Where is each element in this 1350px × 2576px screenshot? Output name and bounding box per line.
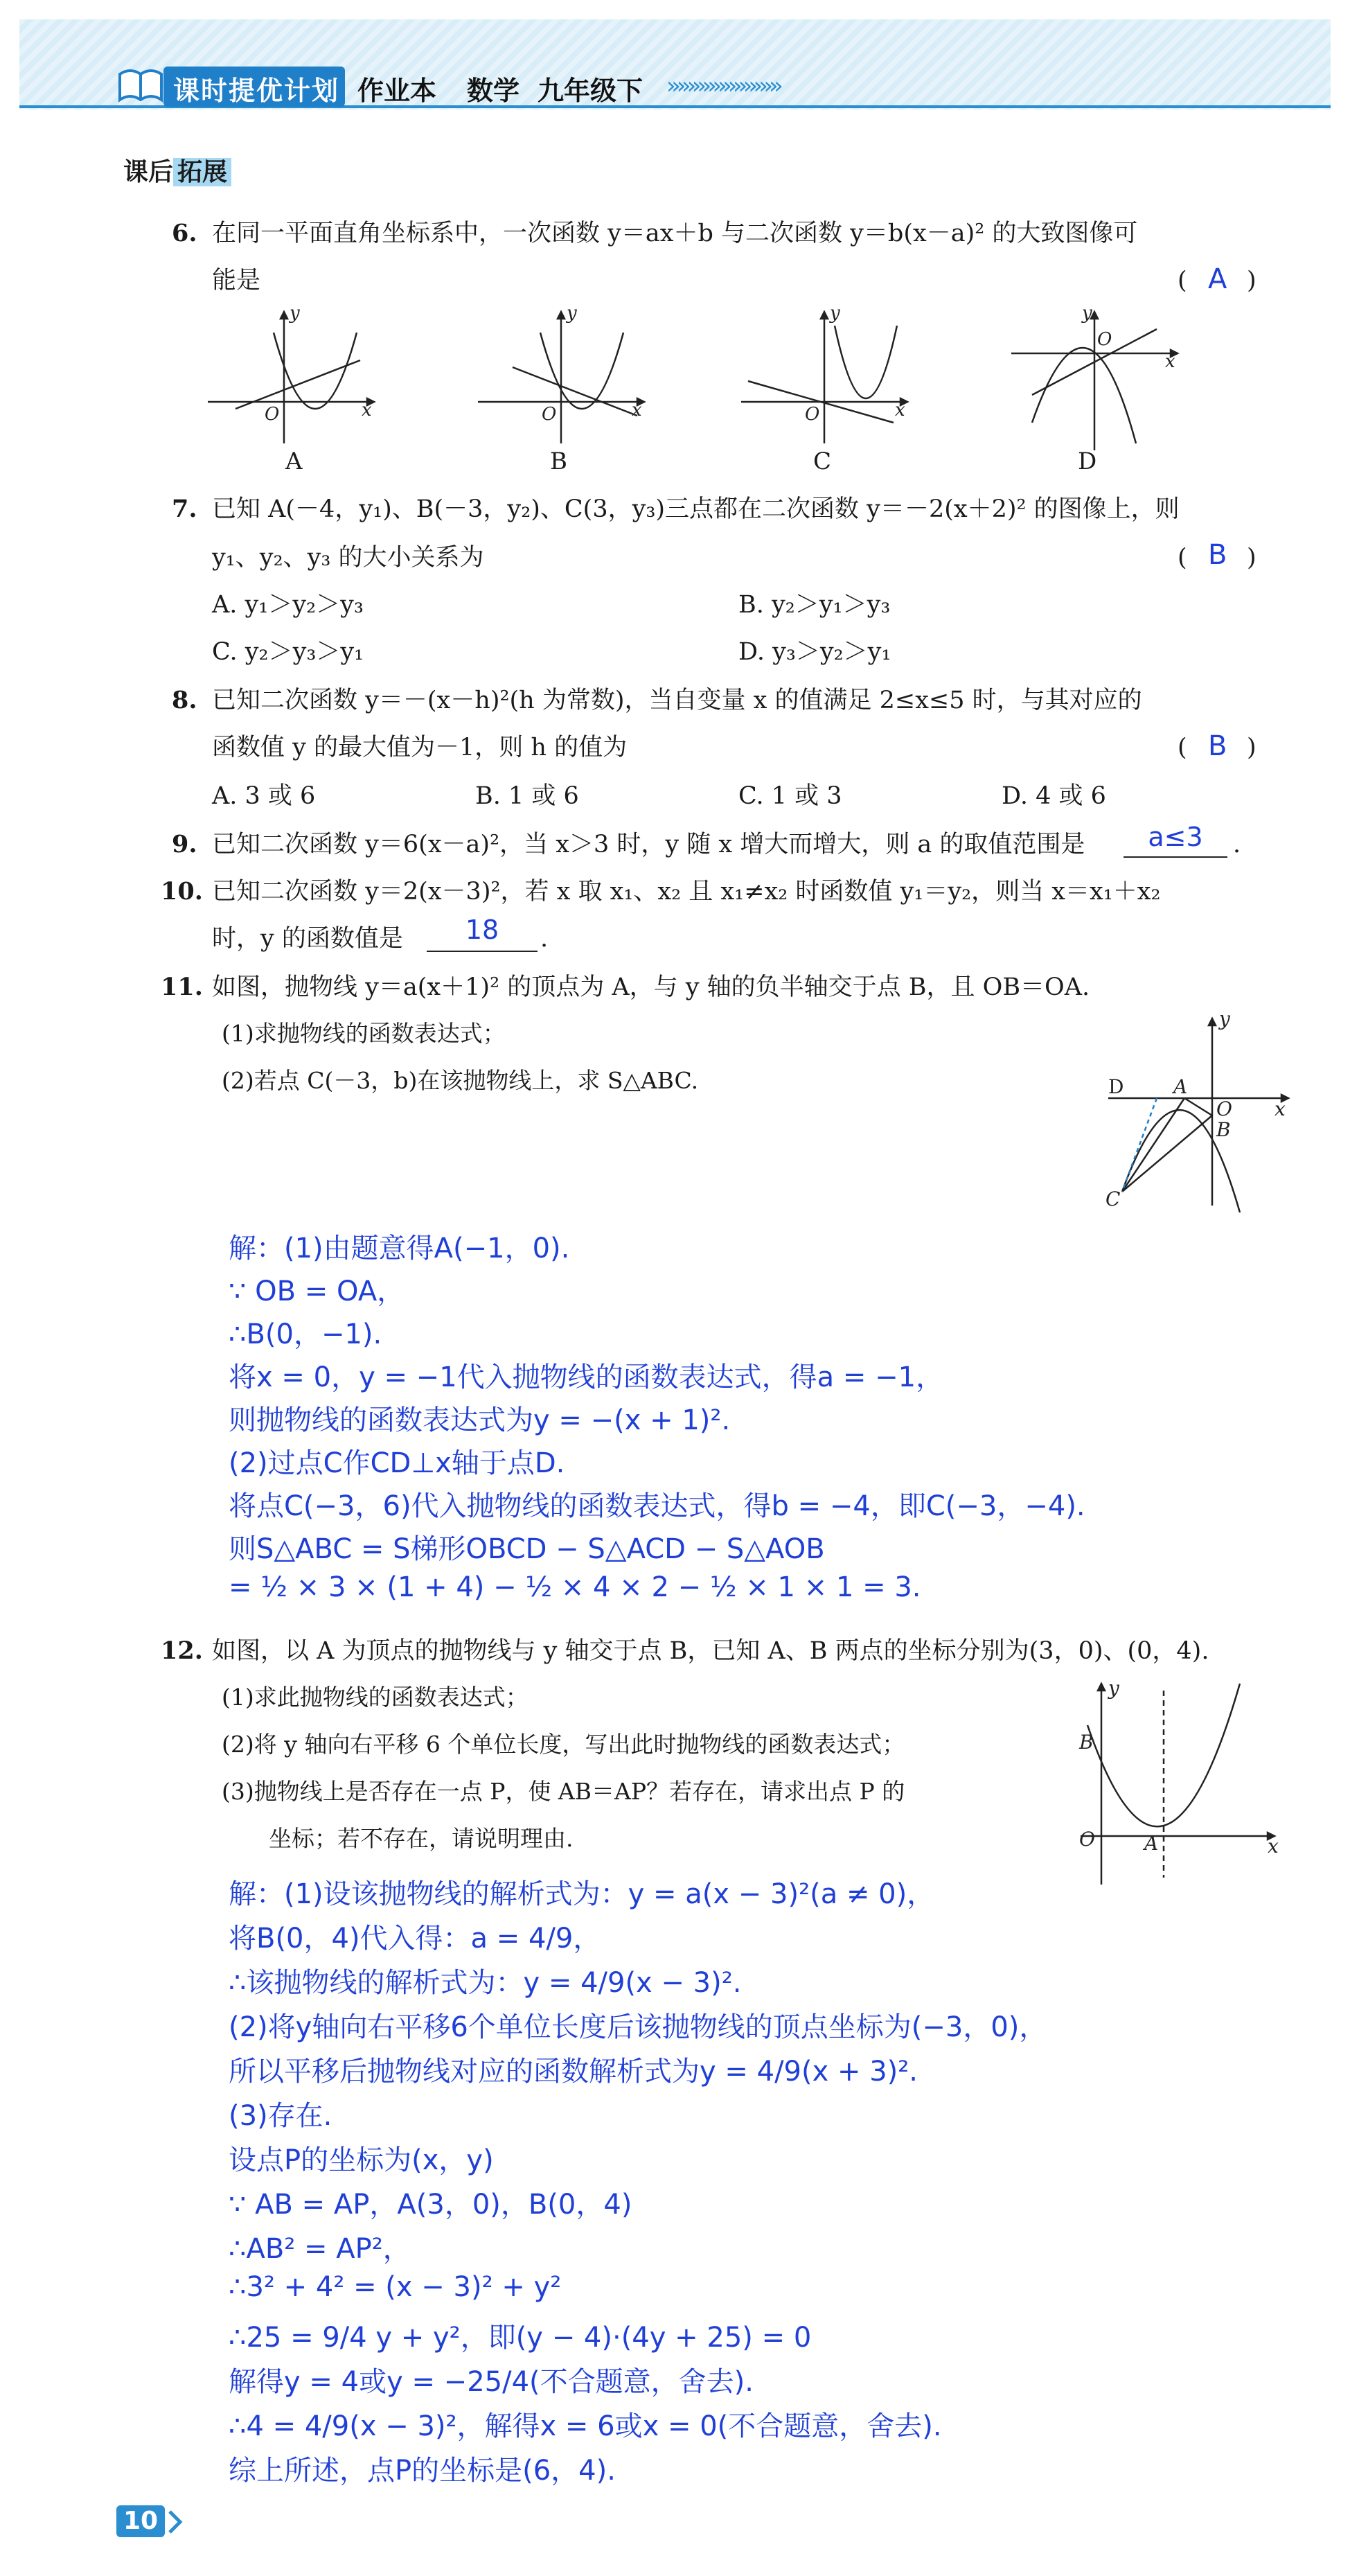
q12-line1: 如图，以 A 为顶点的抛物线与 y 轴交于点 B，已知 A、B 两点的坐标分别为(3，0)、(0，4). [212, 1637, 1209, 1665]
q12-sol-4: 所以平移后抛物线对应的函数解析式为y = 4/9(x + 3)². [229, 2056, 918, 2088]
q6a-x-label: x [362, 400, 372, 421]
q12-sol-8: ∴AB² = AP²， [229, 2233, 411, 2265]
header-grade: 九年级下 [538, 76, 643, 106]
q8-option-b: B. 1 或 6 [475, 782, 579, 810]
q12-sol-2: ∴该抛物线的解析式为：y = 4/9(x − 3)². [229, 1967, 742, 1999]
page-number: 10 [123, 2507, 159, 2535]
q11-sol-2: ∴B(0，−1). [229, 1318, 382, 1350]
q11-fig-a: A [1173, 1075, 1188, 1098]
q11-number: 11. [161, 973, 203, 1001]
q9-end: . [1233, 831, 1241, 858]
q11-fig-c: C [1105, 1188, 1121, 1210]
q6-line1: 在同一平面直角坐标系中，一次函数 y＝ax＋b 与二次函数 y＝b(x－a)² 的大致图像可 [212, 220, 1138, 247]
q11-sub2: (2)若点 C(－3，b)在该抛物线上，求 S△ABC. [222, 1067, 699, 1094]
section-highlight: 拓展 [173, 158, 231, 186]
q9-number: 9. [172, 830, 197, 858]
q6-graph-a [208, 305, 374, 443]
q6-graph-b [478, 305, 644, 443]
q6-line2: 能是 [212, 267, 261, 294]
q8-paren-close: ) [1247, 734, 1256, 761]
q12-sub3: (3)抛物线上是否存在一点 P，使 AB＝AP？若存在，请求出点 P 的 [222, 1778, 905, 1805]
q11-sol-5: (2)过点C作CD⊥x轴于点D. [229, 1447, 565, 1479]
q12-sol-11: 解得y = 4或y = −25/4(不合题意，舍去). [229, 2366, 754, 2398]
q7-line2: y₁、y₂、y₃ 的大小关系为 [212, 544, 484, 572]
q12-sol-6: 设点P的坐标为(x，y) [229, 2144, 494, 2176]
q7-option-b: B. y₂＞y₁＞y₃ [738, 591, 891, 619]
q12-sub1: (1)求此抛物线的函数表达式； [222, 1684, 529, 1711]
q11-fig-d: D [1108, 1075, 1124, 1098]
q11-sol-1: ∵ OB = OA， [229, 1276, 405, 1307]
q12-sol-13: 综上所述，点P的坐标是(6，4). [229, 2455, 616, 2487]
q11-fig-x: x [1274, 1097, 1286, 1120]
q11-fig-b: B [1216, 1118, 1231, 1141]
q12-sol-12: ∴4 = 4/9(x − 3)²，解得x = 6或x = 0(不合题意，舍去). [229, 2410, 942, 2442]
q10-number: 10. [161, 877, 203, 906]
q8-option-a: A. 3 或 6 [212, 782, 316, 810]
book-icon [116, 64, 165, 105]
q12-sol-3: (2)将y轴向右平移6个单位长度后该抛物线的顶点坐标为(−3，0)， [229, 2011, 1047, 2043]
q12-number: 12. [161, 1637, 203, 1665]
q7-paren-close: ) [1247, 544, 1256, 572]
q10-answer-blank: 18 [427, 915, 538, 952]
q12-fig-a: A [1144, 1832, 1159, 1855]
q7-option-c: C. y₂＞y₃＞y₁ [212, 638, 364, 666]
q11-sol-7: 则S△ABC = S梯形OBCD − S△ACD − S△AOB [229, 1533, 825, 1565]
q11-sol-8: = ½ × 3 × (1 + 4) − ½ × 4 × 2 − ½ × 1 × 1 = 3. [229, 1571, 921, 1603]
q6a-y-label: y [290, 305, 300, 324]
q11-fig-o: O [1216, 1097, 1232, 1120]
q7-answer: B [1208, 539, 1227, 571]
q12-fig-o: O [1079, 1828, 1095, 1851]
q12-sub3b: 坐标；若不存在，请说明理由. [269, 1825, 574, 1852]
q12-sol-1: 将B(0，4)代入得：a = 4/9， [229, 1923, 601, 1955]
q11-sol-4: 则抛物线的函数表达式为y = −(x + 1)². [229, 1404, 731, 1436]
q11-line1: 如图，抛物线 y＝a(x＋1)² 的顶点为 A，与 y 轴的负半轴交于点 B，且 OB＝OA. [212, 973, 1090, 1001]
q6c-x-label: x [895, 400, 905, 421]
q8-answer: B [1208, 730, 1227, 762]
q12-sol-10: ∴25 = 9/4 y + y²，即(y − 4)·(4y + 25) = 0 [229, 2322, 812, 2354]
q6b-origin: O [542, 404, 557, 425]
q10-end: . [540, 925, 549, 953]
q6-graph-c [741, 305, 907, 443]
q6-graphs [201, 305, 1212, 478]
q6-graph-d [1011, 305, 1178, 450]
q11-sol-6: 将点C(−3，6)代入抛物线的函数表达式，得b = −4，即C(−3，−4). [229, 1490, 1085, 1522]
q12-fig-x: x [1268, 1835, 1279, 1858]
q12-fig-y: y [1108, 1677, 1119, 1700]
q6a-origin: O [265, 404, 280, 425]
q7-option-a: A. y₁＞y₂＞y₃ [212, 591, 364, 619]
q9-answer-blank: a≤3 [1123, 822, 1227, 858]
q12-sol-7: ∵ AB = AP，A(3，0)，B(0，4) [229, 2189, 632, 2221]
q12-sub2: (2)将 y 轴向右平移 6 个单位长度，写出此时抛物线的函数表达式； [222, 1731, 905, 1758]
q6c-origin: O [805, 404, 820, 425]
q12-fig-b: B [1079, 1731, 1094, 1754]
q7-number: 7. [172, 495, 197, 523]
q6-label-c: C [813, 448, 832, 475]
q6-label-b: B [550, 448, 567, 475]
logo-text: 课时提优计划 [173, 76, 340, 106]
q6b-x-label: x [632, 400, 642, 421]
q8-number: 8. [172, 686, 197, 714]
q7-line1: 已知 A(－4，y₁)、B(－3，y₂)、C(3，y₃)三点都在二次函数 y＝－2(x＋2)² 的图像上，则 [212, 495, 1180, 523]
q6-label-a: A [285, 448, 303, 475]
q6-answer: A [1208, 263, 1227, 295]
q11-sub1: (1)求抛物线的函数表达式； [222, 1020, 506, 1047]
q8-line1: 已知二次函数 y＝－(x－h)²(h 为常数)，当自变量 x 的值满足 2≤x≤5 时，与其对应的 [212, 687, 1142, 714]
q12-sol-9: ∴3² + 4² = (x − 3)² + y² [229, 2271, 562, 2303]
section-tag [123, 152, 231, 188]
q8-line2: 函数值 y 的最大值为－1，则 h 的值为 [212, 734, 628, 761]
section-prefix: 课后 [123, 158, 174, 186]
q8-paren-open: ( [1178, 734, 1187, 761]
q8-option-d: D. 4 或 6 [1002, 782, 1106, 810]
q6d-x-label: x [1165, 351, 1175, 372]
q10-line1: 已知二次函数 y＝2(x－3)²，若 x 取 x₁、x₂ 且 x₁≠x₂ 时函数值 y₁＝y₂，则当 x＝x₁＋x₂ [212, 878, 1161, 906]
q11-sol-3: 将x = 0，y = −1代入抛物线的函数表达式，得a = −1， [229, 1361, 944, 1393]
q11-fig-y: y [1219, 1007, 1230, 1030]
q9-text: 已知二次函数 y＝6(x－a)²，当 x＞3 时，y 随 x 增大而增大，则 a 的取值范围是 [212, 831, 1085, 858]
q11-sol-0: 解：(1)由题意得A(−1，0). [229, 1233, 570, 1264]
q6-paren-close: ) [1247, 267, 1256, 294]
header-subject: 数学 [467, 76, 520, 106]
q10-line2: 时，y 的函数值是 [212, 925, 403, 953]
q7-paren-open: ( [1178, 544, 1187, 572]
q12-sol-0: 解：(1)设该抛物线的解析式为：y = a(x − 3)²(a ≠ 0)， [229, 1878, 935, 1910]
q6c-y-label: y [830, 305, 840, 324]
q12-figure [1067, 1677, 1295, 1891]
q6-number: 6. [172, 219, 197, 247]
q11-figure [1094, 1005, 1302, 1212]
q8-option-c: C. 1 或 3 [738, 782, 842, 810]
q6d-y-label: y [1082, 305, 1092, 324]
q6-label-d: D [1078, 448, 1097, 475]
header-book: 作业本 [357, 76, 437, 106]
header-arrows: »»»»»»»»»»» [666, 72, 779, 100]
chevron-right-icon [166, 2508, 187, 2536]
q7-option-d: D. y₃＞y₂＞y₁ [738, 638, 891, 666]
q12-sol-5: (3)存在. [229, 2100, 332, 2132]
q6d-origin: O [1097, 329, 1112, 350]
q6b-y-label: y [567, 305, 577, 324]
q6-paren-open: ( [1178, 267, 1187, 294]
